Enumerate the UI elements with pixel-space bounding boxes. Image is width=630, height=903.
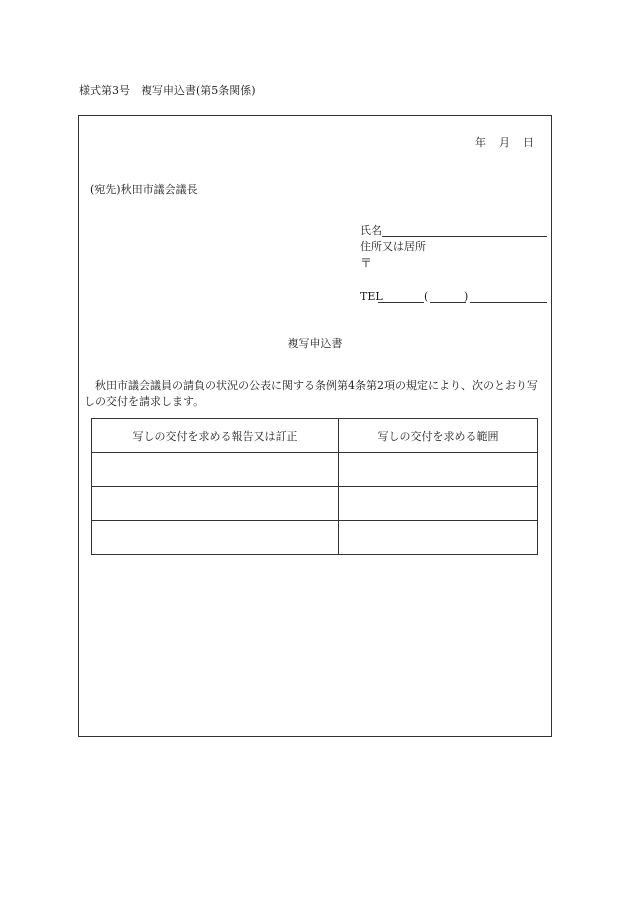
table-row [92,487,538,521]
document-title: 複写申込書 [287,337,343,350]
month-label: 月 [499,136,510,149]
report-cell[interactable] [92,487,339,521]
tel-field[interactable] [360,289,547,305]
tel-exchange-underline [430,302,466,303]
day-label: 日 [523,136,534,149]
range-cell[interactable] [339,487,538,521]
range-column-header: 写しの交付を求める範囲 [339,419,538,453]
address-field[interactable] [360,239,547,255]
tel-label: TEL [360,290,383,303]
report-cell[interactable] [92,521,339,555]
table-row [92,453,538,487]
year-label: 年 [475,136,486,149]
addressee: (宛先)秋田市議会議長 [90,183,198,196]
form-frame [78,115,552,737]
address-label: 住所又は居所 [360,240,426,253]
name-label: 氏名 [360,224,382,237]
postal-mark: 〒 [360,256,373,270]
report-column-header: 写しの交付を求める報告又は訂正 [92,419,339,453]
tel-area-underline [378,302,424,303]
tel-number-underline [470,302,547,303]
range-cell[interactable] [339,521,538,555]
name-field[interactable] [360,223,547,239]
name-underline [382,236,547,237]
form-header: 様式第3号 複写申込書(第5条関係) [79,84,256,97]
report-cell[interactable] [92,453,339,487]
applicant-block [360,223,547,305]
request-table [91,418,538,555]
table-header-row [92,419,538,453]
date-line [475,134,534,150]
table-row [92,521,538,555]
postal-field[interactable] [360,255,547,271]
range-cell[interactable] [339,453,538,487]
tel-close-paren: ) [464,290,469,303]
request-statement: 秋田市議会議員の請負の状況の公表に関する条例第4条第2項の規定により、次のとおり写しの交付を請求します。 [84,379,538,408]
tel-open-paren: ( [424,290,429,303]
